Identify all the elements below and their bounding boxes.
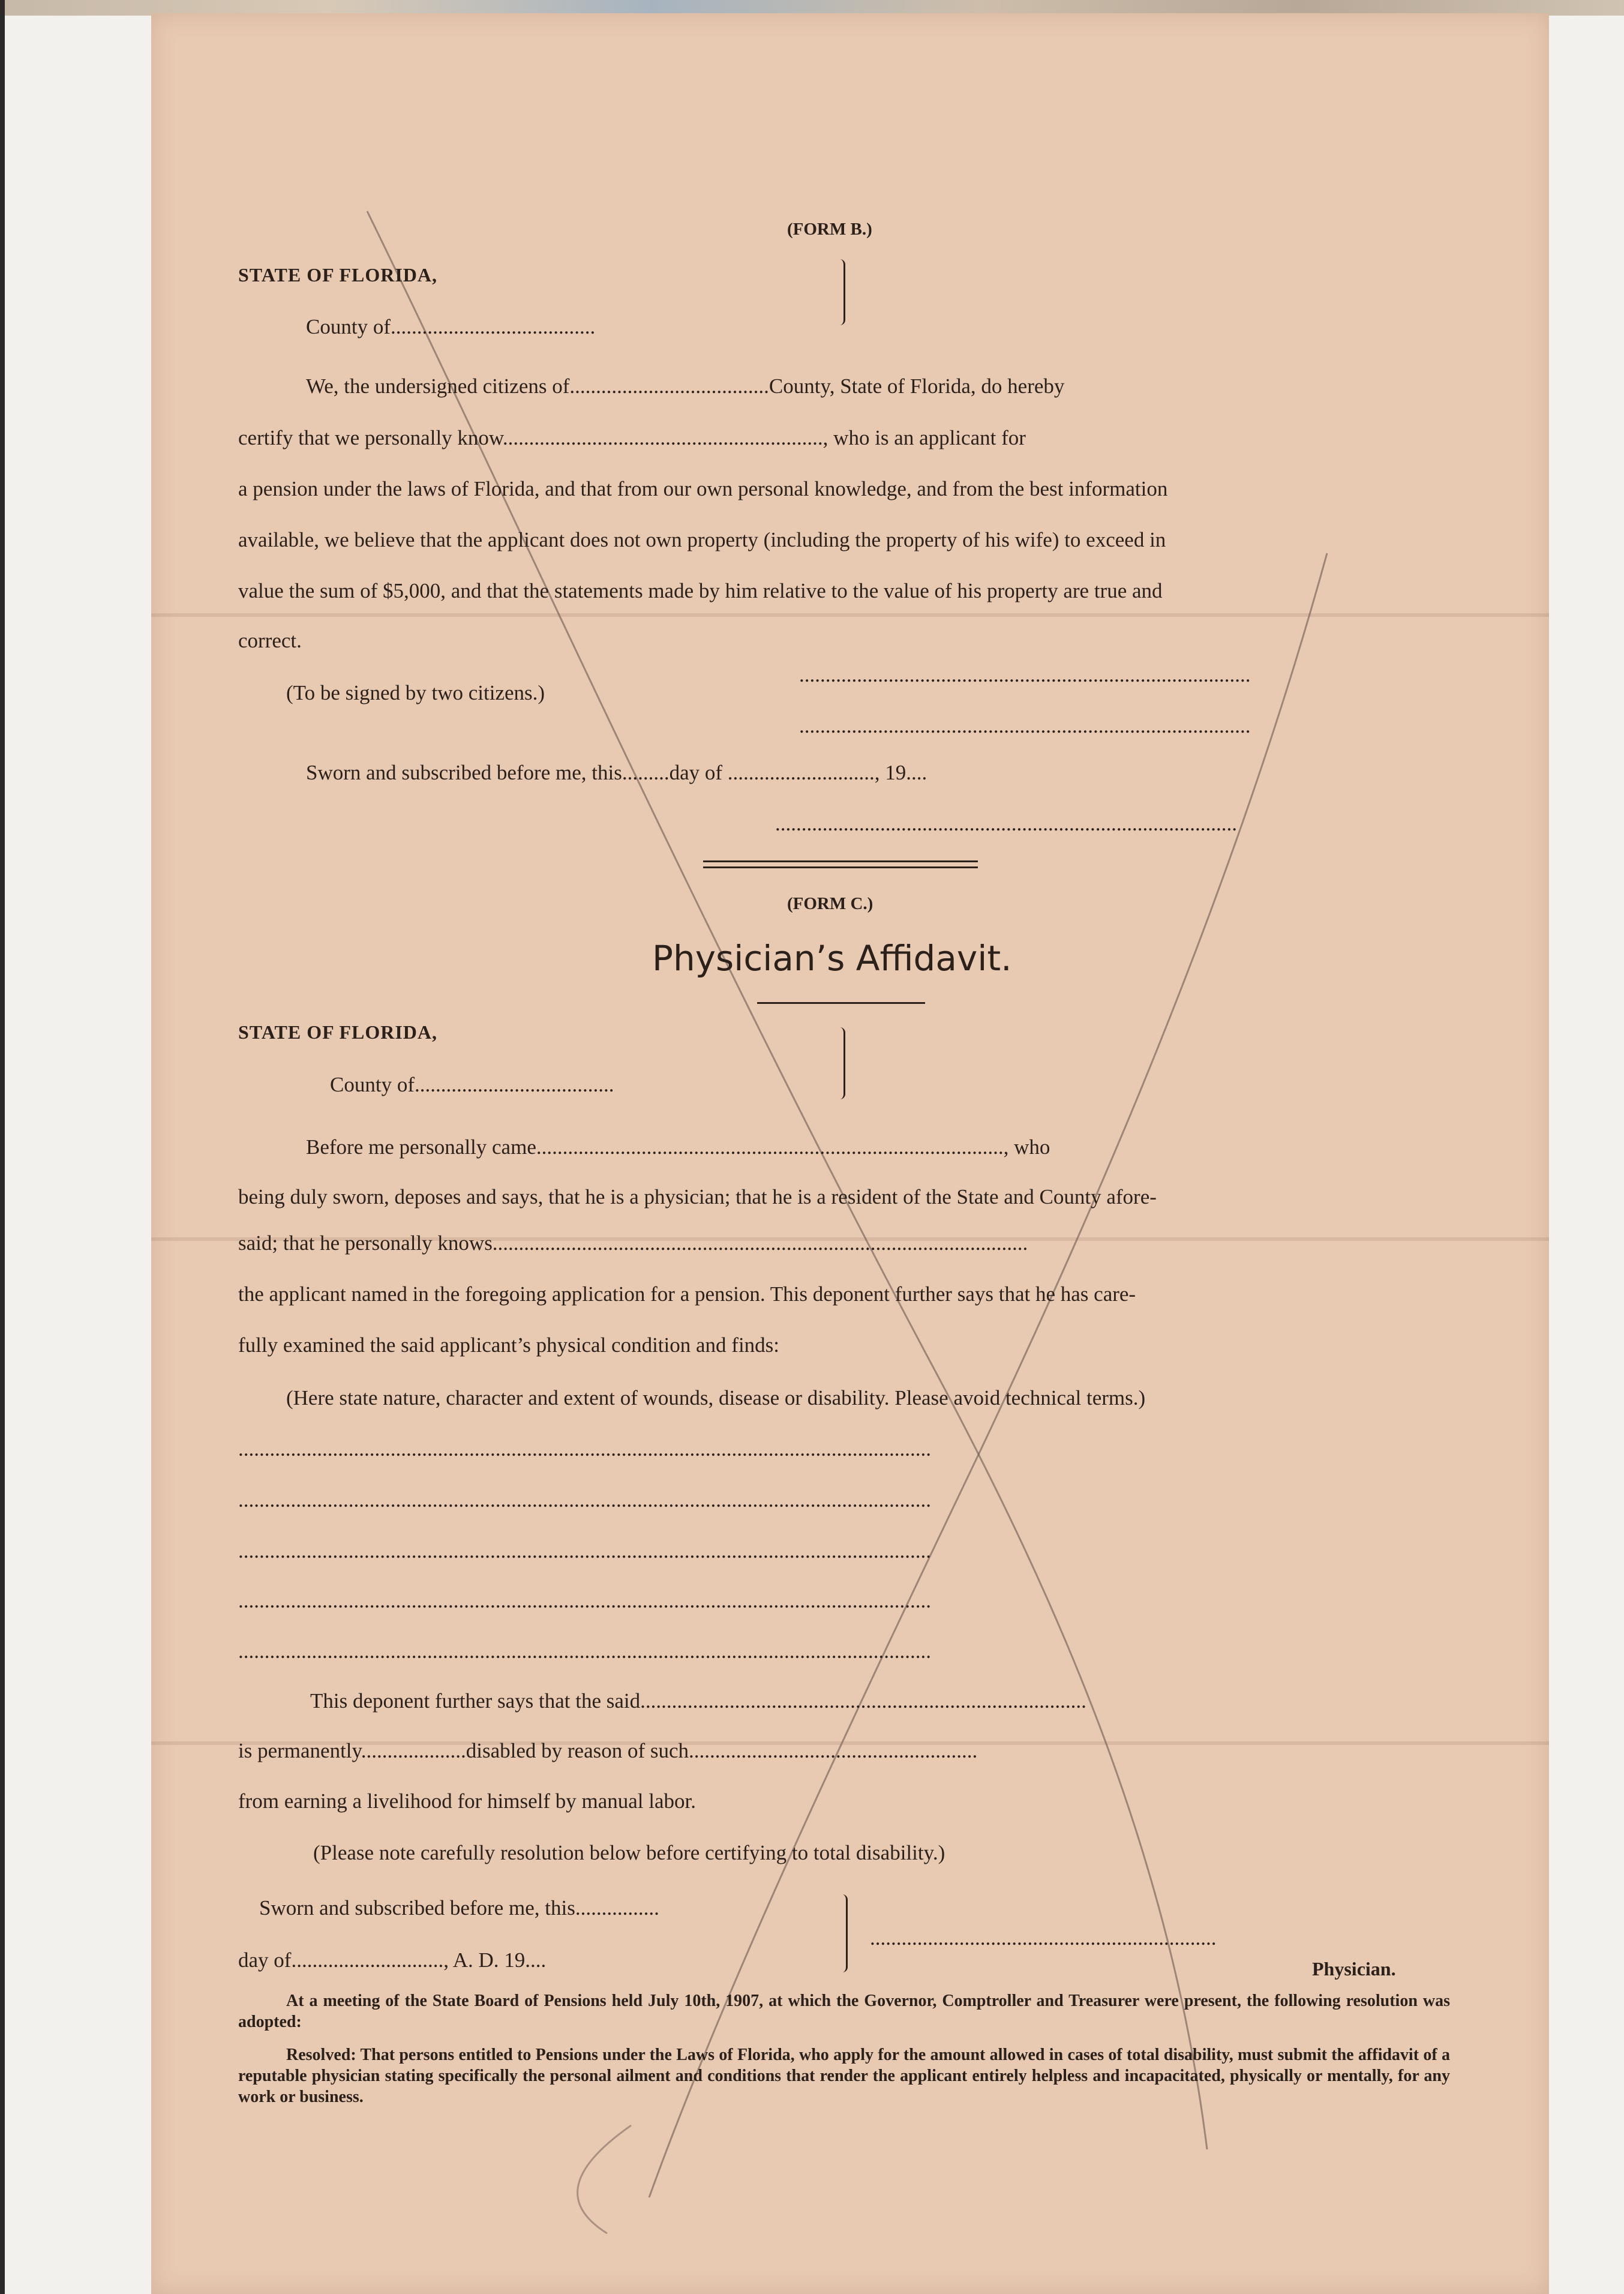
form-b-signature-line-2: ...................................................................................... [799,714,1251,737]
form-b-line-3: a pension under the laws of Florida, and that from our own personal knowledge, and from the best information [238,477,1168,500]
form-b-line-5: value the sum of $5,000, and that the statements made by him relative to the value of his property are true and [238,579,1163,602]
form-b-county: County of....................................... [306,315,596,338]
title-underline [757,1002,925,1004]
form-c-instruction: (Here state nature, character and extent of wounds, disease or disability. Please avoid technical terms.) [286,1386,1146,1410]
form-b-state: STATE OF FLORIDA, [238,264,437,286]
blank-line: .................................................................................................................................... [238,1488,931,1512]
form-c-line-2: being duly sworn, deposes and says, that he is a physician; that he is a resident of the State and County afore- [238,1185,1157,1209]
form-c-label: (FORM C.) [787,894,873,913]
form-c-county: County of...................................... [330,1073,614,1096]
form-b-officer-line: ........................................................................................ [775,812,1237,835]
form-b-sworn: Sworn and subscribed before me, this.........day of ............................, 19.... [306,761,927,784]
blank-line: .................................................................................................................................... [238,1639,931,1663]
form-b-label: (FORM B.) [787,220,872,239]
form-c-line-1: Before me personally came........................................................................................., who [306,1135,1050,1159]
form-c-line-5: fully examined the said applicant’s physical condition and finds: [238,1333,780,1357]
section-divider [703,860,978,862]
board-meeting-note: At a meeting of the State Board of Pensions held July 10th, 1907, at which the Governor, Comptroller and Treasurer were present, the following resolution was adopted: [238,1992,1450,2031]
form-c-sworn-1: Sworn and subscribed before me, this................ [259,1896,659,1920]
section-divider [703,866,978,868]
physician-label: Physician. [1312,1958,1396,1980]
form-b-line-6: correct. [238,629,302,652]
form-b-line-2: certify that we personally know............................................................., who is an applicant for [238,426,1026,449]
form-c-line-6: This deponent further says that the said..................................................................................... [310,1689,1086,1713]
form-c-sworn-2: day of............................., A. D. 19.... [238,1948,547,1972]
blank-line: .................................................................................................................................... [238,1437,931,1461]
form-c-line-3: said; that he personally knows...................................................................................................... [238,1231,1028,1255]
form-c-state: STATE OF FLORIDA, [238,1021,437,1043]
form-c-line-7: is permanently....................disabled by reason of such....................................................... [238,1739,978,1762]
brace [842,1894,848,1972]
resolution-note: Resolved: That persons entitled to Pensions under the Laws of Florida, who apply for the amount allowed in cases of total disability, must submit the affidavit of a reputable physician stating specifically the personal ailment and conditions that render the applicant entirely helpless and incapacitated, physically or mentally, for any work or business. [238,2046,1450,2106]
brace [840,259,845,325]
form-b-line-1: We, the undersigned citizens of......................................County, State of Florida, do hereby [306,374,1065,398]
blank-line: .................................................................................................................................... [238,1589,931,1612]
form-b-signed-note: (To be signed by two citizens.) [286,681,545,704]
brace [840,1027,845,1099]
blank-line: .................................................................................................................................... [238,1539,931,1563]
physician-signature-line: .................................................................. [870,1926,1217,1950]
form-c-line-4: the applicant named in the foregoing application for a pension. This deponent further says that he has care- [238,1282,1136,1306]
form-b-signature-line-1: ...................................................................................... [799,663,1251,686]
form-b-line-4: available, we believe that the applicant does not own property (including the property of his wife) to exceed in [238,528,1166,551]
form-page [151,13,1549,2294]
form-c-line-8: from earning a livelihood for himself by manual labor. [238,1789,696,1813]
form-c-caution: (Please note carefully resolution below before certifying to total disability.) [313,1841,945,1864]
scanner-left-edge [0,0,5,2294]
form-c-title: Physician’s Affidavit. [652,938,1012,979]
